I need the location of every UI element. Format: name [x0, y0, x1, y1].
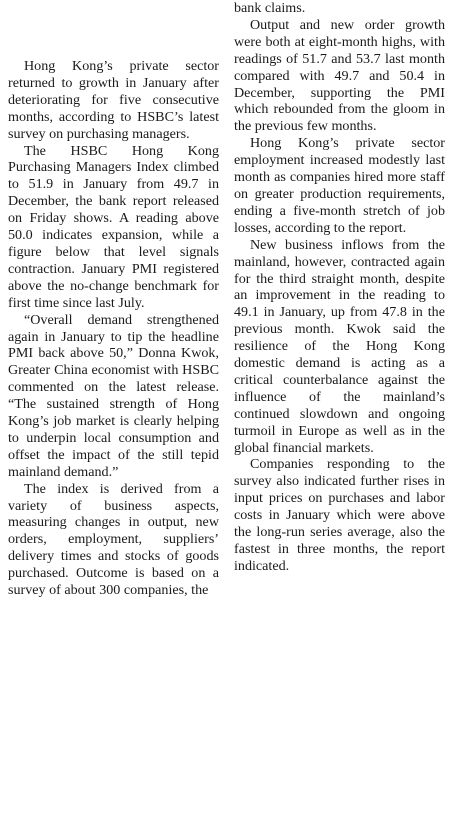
article-paragraph-continued: bank claims. — [234, 0, 306, 16]
article-paragraph: The index is derived from a variety of business aspects, measuring changes in output, new orders, employment, suppliers’ delivery times and stocks of goods purchased. Outcome is based on a survey of about 300 companies, the — [8, 480, 219, 599]
article-paragraph: Companies responding to the survey also indicated further rises in input prices on purchases and labor costs in January which were above the long-run series average, also the fastest in three months, the report indicated. — [234, 456, 445, 574]
article-paragraph: Output and new order growth were both at eight-month highs, with readings of 51.7 and 53.7 last month compared with 49.7 and 50.4 in December, supporting the PMI which rebounded from the gloom in the previous few months. — [234, 16, 445, 135]
article-paragraph: The HSBC Hong Kong Purchasing Managers Index climbed to 51.9 in January from 49.7 in December, the bank report released on Friday shows. A reading above 50.0 indicates expansion, while a figure below that level signals contraction. January PMI registered above the no-change benchmark for first time since last July. — [8, 142, 219, 311]
article-column-right — [234, 0, 445, 575]
article-paragraph: Hong Kong’s private sector employment increased modestly last month as companies hired more staff on greater production requirements, ending a five-month stretch of job losses, according to the report. — [234, 135, 445, 236]
article-paragraph: Hong Kong’s private sector returned to growth in January after deteriorating for five consecutive months, according to HSBC’s latest survey on purchasing managers. — [8, 58, 219, 142]
article-paragraph: New business inflows from the mainland, however, contracted again for the third straight month, despite an improvement in the reading to 49.1 in January, up from 47.8 in the previous month. Kwok said the resilience of the Hong Kong domestic demand is acting as a critical counterbalance against the influence of the mainland’s continued slowdown and ongoing turmoil in Europe as well as in the global financial markets. — [234, 236, 445, 456]
article-column-left — [8, 58, 219, 599]
article-paragraph: “Overall demand strengthened again in January to tip the headline PMI back above 50,” Donna Kwok, Greater China economist with HSBC commented on the latest release. “The sustained strength of Hong Kong’s job market is clearly helping to underpin local consumption and offset the impact of the still tepid mainland demand.” — [8, 311, 219, 480]
